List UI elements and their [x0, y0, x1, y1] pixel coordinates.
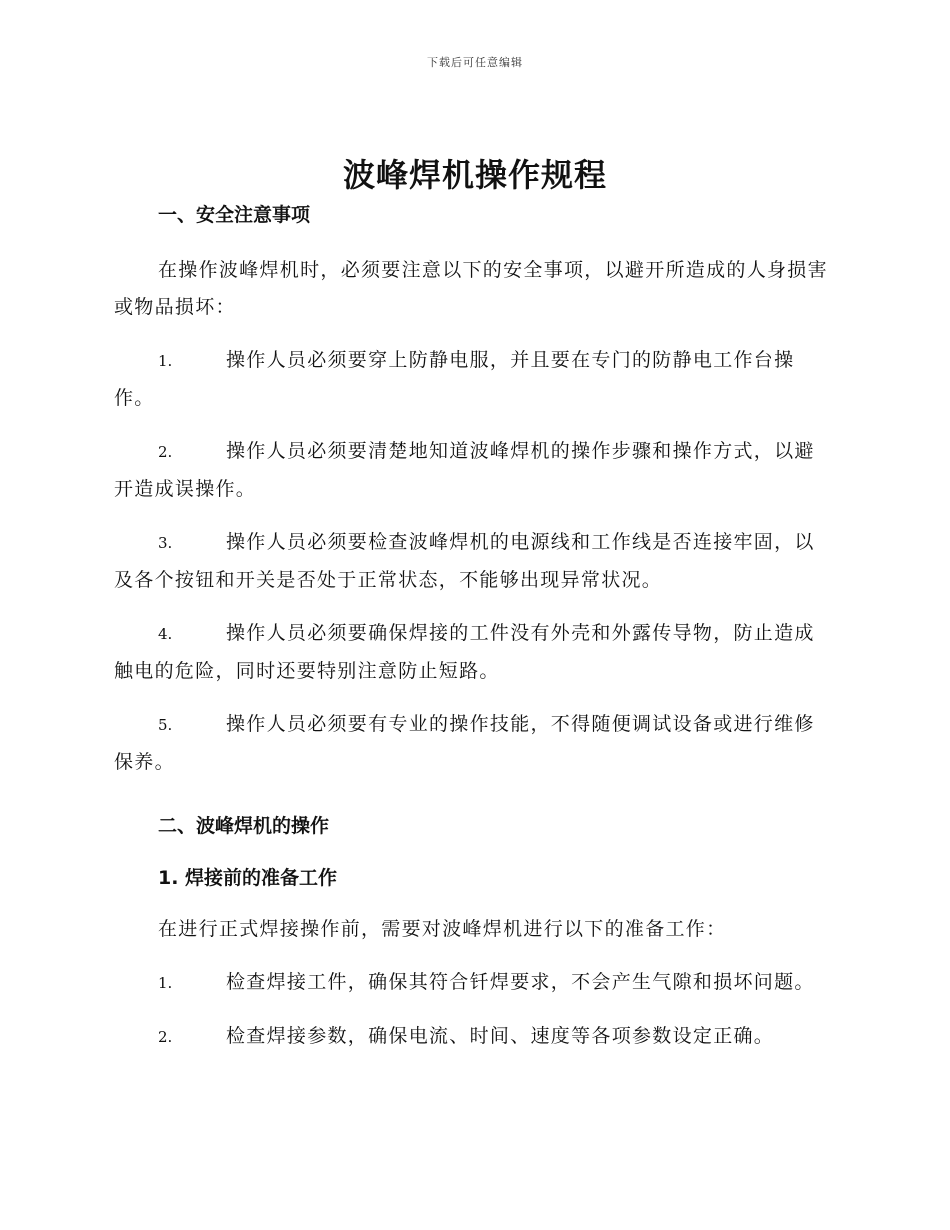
list-item-text: 操作人员必须要检查波峰焊机的电源线和工作线是否连接牢固，以及各个按钮和开关是否处于正常状态，不能够出现异常状况。: [114, 531, 815, 591]
list-item: [114, 524, 834, 599]
list-item: [114, 1018, 834, 1056]
section1-heading: 一、安全注意事项: [158, 204, 311, 226]
section2-heading: 二、波峰焊机的操作: [158, 815, 330, 837]
list-item-text: 操作人员必须要清楚地知道波峰焊机的操作步骤和操作方式，以避开造成误操作。: [114, 440, 815, 500]
section2-intro: 在进行正式焊接操作前，需要对波峰焊机进行以下的准备工作：: [158, 918, 727, 940]
page-header-note: 下载后可任意编辑: [427, 56, 523, 69]
list-item-number: 3.: [158, 534, 173, 552]
list-item: [114, 706, 834, 781]
list-item-text: 检查焊接参数，确保电流、时间、速度等各项参数设定正确。: [226, 1025, 775, 1047]
list-item: [114, 433, 834, 508]
document-title: 波峰焊机操作规程: [342, 156, 607, 194]
list-item-text: 操作人员必须要穿上防静电服，并且要在专门的防静电工作台操作。: [114, 349, 795, 409]
list-item: [114, 615, 834, 690]
section2-subheading: 1. 焊接前的准备工作: [158, 867, 338, 889]
section1-intro: 在操作波峰焊机时，必须要注意以下的安全事项，以避开所造成的人身损害或物品损坏：: [114, 259, 828, 318]
list-item-text: 检查焊接工件，确保其符合钎焊要求，不会产生气隙和损坏问题。: [226, 971, 815, 993]
list-item-text: 操作人员必须要有专业的操作技能，不得随便调试设备或进行维修保养。: [114, 713, 815, 773]
list-item-number: 5.: [158, 716, 173, 734]
list-item-number: 1.: [158, 352, 173, 370]
list-item-number: 2.: [158, 443, 173, 461]
list-item: [114, 342, 834, 417]
list-item-text: 操作人员必须要确保焊接的工件没有外壳和外露传导物，防止造成触电的危险，同时还要特别注意防止短路。: [114, 622, 815, 682]
list-item-number: 2.: [158, 1028, 173, 1046]
list-item-number: 4.: [158, 625, 173, 643]
list-item: [114, 964, 834, 1002]
list-item-number: 1.: [158, 974, 173, 992]
document-body: [114, 196, 834, 1056]
